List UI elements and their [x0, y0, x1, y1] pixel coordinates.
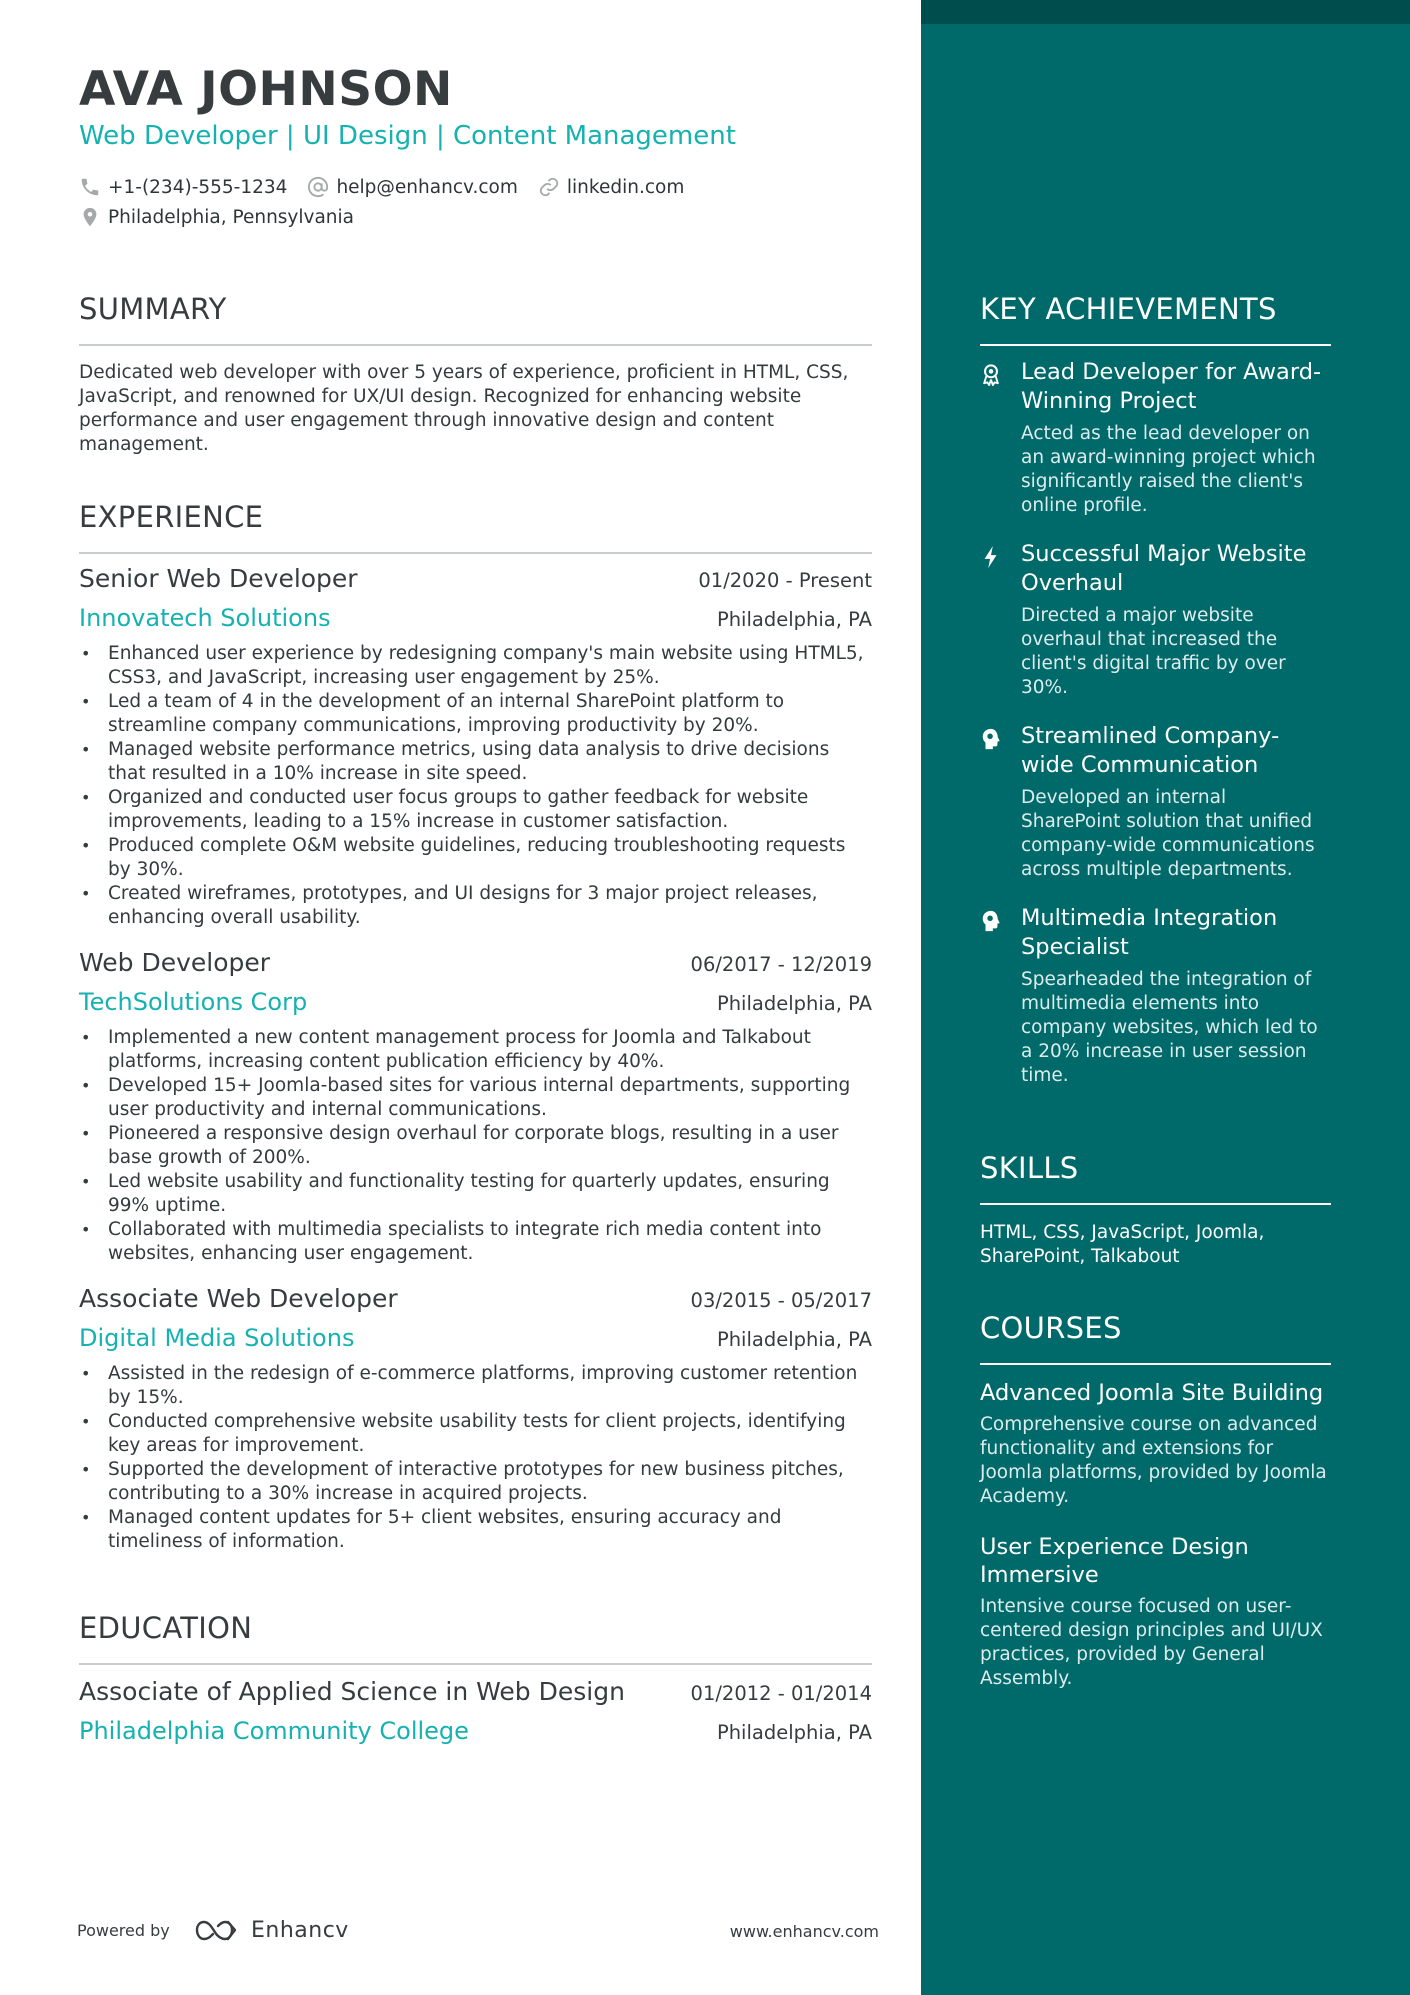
location-pin-icon	[79, 206, 101, 228]
courses-section	[980, 1308, 1331, 1691]
experience-heading: EXPERIENCE	[79, 500, 264, 534]
section-divider	[79, 344, 872, 346]
course-title: Advanced Joomla Site Building	[980, 1380, 1324, 1406]
contact-phone	[79, 176, 287, 198]
education-dates: 01/2012 - 01/2014	[690, 1682, 872, 1705]
education-section	[79, 1608, 872, 1755]
candidate-name: AVA JOHNSON	[79, 62, 453, 117]
achievement-desc: Directed a major website overhaul that increased the client's digital traffic by over 30%.	[1021, 605, 1286, 698]
job-location: Philadelphia, PA	[716, 992, 872, 1015]
school-location: Philadelphia, PA	[716, 1721, 872, 1744]
job-entry	[79, 948, 872, 1266]
website-link[interactable]: www.enhancv.com	[729, 1922, 879, 1941]
job-bullet: • Created wireframes, prototypes, and UI designs for 3 major project releases, enhancing overall usability.	[79, 882, 872, 930]
achievement-desc: Developed an internal SharePoint solution that unified company-wide communications across multiple departments.	[1021, 787, 1315, 880]
sidebar-top-band	[921, 0, 1410, 24]
contact-info	[79, 172, 872, 232]
job-bullet: • Managed content updates for 5+ client websites, ensuring accuracy and timeliness of information.	[79, 1506, 872, 1554]
job-bullet: • Collaborated with multimedia specialists to integrate rich media content into websites, enhancing user engagement.	[79, 1218, 872, 1266]
course-title: User Experience Design Immersive	[980, 1534, 1249, 1588]
enhancv-brand: Enhancv	[251, 1917, 349, 1943]
job-bullet: • Developed 15+ Joomla-based sites for various internal departments, supporting user productivity and internal communications.	[79, 1074, 872, 1122]
job-title: Web Developer	[79, 948, 271, 977]
job-location: Philadelphia, PA	[716, 1328, 872, 1351]
achievements-section	[980, 289, 1331, 1088]
course-item	[980, 1379, 1331, 1509]
job-bullet: • Conducted comprehensive website usability tests for client projects, identifying key areas for improvement.	[79, 1410, 872, 1458]
job-bullets	[79, 642, 872, 930]
linkedin-text: linkedin.com	[566, 176, 685, 198]
section-divider	[79, 552, 872, 554]
achievement-item	[980, 540, 1331, 700]
education-heading: EDUCATION	[79, 1611, 253, 1645]
skills-list: HTML, CSS, JavaScript, Joomla, SharePoint, Talkabout	[980, 1222, 1265, 1267]
course-desc: Comprehensive course on advanced functionality and extensions for Joomla platforms, provided by Joomla Academy.	[980, 1414, 1327, 1507]
job-company: Innovatech Solutions	[79, 604, 331, 632]
job-bullet: • Led a team of 4 in the development of an internal SharePoint platform to streamline company communications, improving productivity by 20%.	[79, 690, 872, 738]
job-bullet: • Produced complete O&M website guidelines, reducing troubleshooting requests by 30%.	[79, 834, 872, 882]
job-dates: 06/2017 - 12/2019	[690, 953, 872, 976]
skills-section	[980, 1148, 1331, 1269]
job-bullet: • Enhanced user experience by redesigning company's main website using HTML5, CSS3, and JavaScript, increasing user engagement by 25%.	[79, 642, 872, 690]
location-text: Philadelphia, Pennsylvania	[108, 206, 355, 228]
summary-heading: SUMMARY	[79, 292, 227, 326]
sidebar-column	[921, 0, 1410, 1995]
job-location: Philadelphia, PA	[716, 608, 872, 631]
job-bullets	[79, 1362, 872, 1554]
achievement-title: Streamlined Company-wide Communication	[1021, 723, 1280, 778]
achievement-title: Lead Developer for Award-Winning Project	[1021, 359, 1322, 414]
powered-by-label: Powered by	[77, 1921, 170, 1940]
job-bullet: • Managed website performance metrics, using data analysis to drive decisions that resulted in a 10% increase in site speed.	[79, 738, 872, 786]
phone-icon	[79, 176, 101, 198]
at-sign-icon	[307, 176, 329, 198]
head-lightbulb-icon	[980, 909, 1002, 933]
education-entry	[79, 1677, 872, 1755]
award-ribbon-icon	[980, 363, 1002, 387]
achievement-desc: Acted as the lead developer on an award-winning project which significantly raised the client's online profile.	[1021, 423, 1316, 516]
job-entry	[79, 1284, 872, 1554]
achievement-desc: Spearheaded the integration of multimedia elements into company websites, which led to a 20% increase in user session time.	[1021, 969, 1318, 1086]
job-dates: 03/2015 - 05/2017	[690, 1289, 872, 1312]
job-title: Associate Web Developer	[79, 1284, 398, 1313]
job-entry	[79, 564, 872, 930]
achievement-item	[980, 358, 1331, 518]
course-desc: Intensive course focused on user-centered design principles and UI/UX practices, provided by General Assembly.	[980, 1596, 1323, 1689]
candidate-headline: Web Developer | UI Design | Content Management	[79, 121, 736, 151]
summary-section	[79, 289, 872, 457]
course-item	[980, 1533, 1331, 1691]
summary-text: Dedicated web developer with over 5 years of experience, proficient in HTML, CSS, JavaScript, and renowned for UX/UI design. Recognized for enhancing website performance and user engagement through innovative design and content management.	[79, 362, 849, 455]
achievement-item	[980, 904, 1331, 1088]
achievement-title: Multimedia Integration Specialist	[1021, 905, 1278, 960]
job-title: Senior Web Developer	[79, 564, 358, 593]
job-company: Digital Media Solutions	[79, 1324, 355, 1352]
link-icon	[538, 176, 560, 198]
achievement-item	[980, 722, 1331, 882]
contact-location	[79, 206, 354, 228]
skills-heading: SKILLS	[980, 1151, 1079, 1185]
enhancv-infinity-icon	[193, 1917, 241, 1943]
contact-linkedin[interactable]	[538, 176, 684, 198]
enhancv-logo[interactable]	[193, 1915, 349, 1945]
job-bullet: • Assisted in the redesign of e-commerce platforms, improving customer retention by 15%.	[79, 1362, 872, 1410]
section-divider	[79, 1663, 872, 1665]
head-lightbulb-icon	[980, 727, 1002, 751]
section-divider	[980, 1203, 1331, 1205]
job-bullet: • Led website usability and functionality testing for quarterly updates, ensuring 99% uptime.	[79, 1170, 872, 1218]
job-bullet: • Implemented a new content management process for Joomla and Talkabout platforms, increasing content publication efficiency by 40%.	[79, 1026, 872, 1074]
job-bullets	[79, 1026, 872, 1266]
page-footer	[77, 1915, 879, 1955]
job-bullet: • Pioneered a responsive design overhaul for corporate blogs, resulting in a user base growth of 200%.	[79, 1122, 872, 1170]
section-divider	[980, 344, 1331, 346]
experience-section	[79, 497, 872, 1554]
achievements-heading: KEY ACHIEVEMENTS	[980, 292, 1277, 326]
job-company: TechSolutions Corp	[79, 988, 308, 1016]
phone-text: +1-(234)-555-1234	[108, 176, 288, 198]
achievement-title: Successful Major Website Overhaul	[1021, 541, 1307, 596]
school-name: Philadelphia Community College	[79, 1717, 469, 1745]
job-bullet: • Organized and conducted user focus groups to gather feedback for website improvements, leading to a 15% increase in customer satisfaction.	[79, 786, 872, 834]
contact-email[interactable]	[307, 176, 517, 198]
email-text: help@enhancv.com	[336, 176, 518, 198]
job-bullet: • Supported the development of interactive prototypes for new business pitches, contributing to a 30% increase in acquired projects.	[79, 1458, 872, 1506]
section-divider	[980, 1363, 1331, 1365]
courses-heading: COURSES	[980, 1311, 1122, 1345]
degree-title: Associate of Applied Science in Web Design	[79, 1677, 625, 1706]
job-dates: 01/2020 - Present	[698, 569, 872, 592]
lightning-bolt-icon	[980, 545, 1002, 569]
